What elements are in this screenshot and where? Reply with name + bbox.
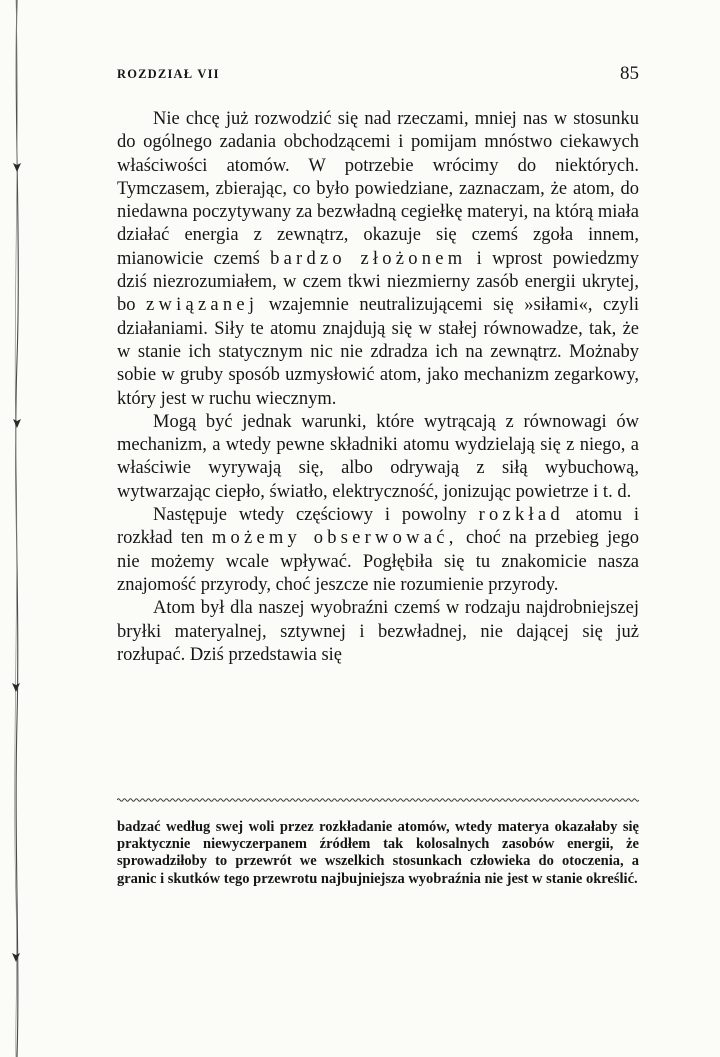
paragraph-1-text-c: wzajemnie neutralizującemi się »siłami«, czyli działaniami. Siły te atomu znajdują się w stałej równowadze, tak, że w stanie ich statycznym nic nie zdradza ich na zewnątrz. Możnaby sobie w gruby sposób uzmysłowić atom, jako mechanizm zegarkowy, który jest w ruchu wiecznym.	[117, 295, 639, 409]
spaced-emphasis-mozemy-obserwowac: możemy obserwować,	[211, 528, 458, 549]
paragraph-3-text-a: Następuje wtedy częściowy i powolny	[153, 505, 467, 526]
paragraph-3-text-c: choć na przebieg jego nie możemy wcale wpływać. Pogłębiła się tu znakomicie nasza znajomość przyrody, choć jeszcze nie rozumienie przyrody.	[117, 528, 640, 595]
spaced-emphasis-zwiazanej: związanej	[146, 295, 259, 316]
paragraph-1-text-b: i wprost powiedzmy dziś niezrozumiałem, w czem tkwi niezmierny zasób energii ukrytej, bo	[117, 248, 640, 316]
running-head: ROZDZIAŁ VII	[117, 67, 220, 81]
page-number: 85	[620, 63, 639, 84]
binding-edge	[0, 0, 30, 1057]
paragraph-3	[117, 504, 639, 597]
paragraph-1-text-a: Nie chcę już rozwodzić się nad rzeczami, mniej nas w stosunku do ogólnego zadania obchodzącemi i pomijam mnóstwo ciekawych właściwości atomów. W potrzebie wrócimy do niektórych. Tymczasem, zbierając, co było powiedziane, zaznaczam, że atom, do niedawna poczytywany za bezwładną cegiełkę materyi, na którą miała działać energia z zewnątrz, okazuje się czemś zgoła innem, mianowicie czemś	[117, 109, 639, 269]
footnote: badzać według swej woli przez rozkładanie atomów, wtedy materya okazałaby się praktycznie niewyczerpanem źródłem tak kolosalnych zasobów energii, że sprowadziłoby to przewrót we wszelkich stosunkach człowieka do otoczenia, a granic i skutków tego przewrotu najbujniejsza wyobraźnia nie jest w stanie określić.	[117, 819, 639, 887]
paragraph-3-text-b: atomu i rozkład ten	[117, 505, 639, 549]
footnote-separator	[117, 795, 639, 805]
spaced-emphasis-rozklad: rozkład	[478, 505, 564, 526]
paragraph-1	[117, 108, 639, 411]
main-text	[117, 108, 639, 667]
page-header	[117, 63, 639, 85]
spaced-emphasis-bardzo-zlozonem: bardzo złożonem	[270, 248, 467, 269]
paragraph-4: Atom był dla naszej wyobraźni czemś w rodzaju najdrobniejszej bryłki materyalnej, sztywnej i bezwładnej, nie dającej się już rozłupać. Dziś przedstawia się	[117, 598, 639, 665]
paragraph-2: Mogą być jednak warunki, które wytrącają z równowagi ów mechanizm, a wtedy pewne składniki atomu wydzielają się z niego, a właściwie wyrywają się, albo odrywają z siłą wybuchową, wytwarzając ciepło, światło, elektryczność, jonizując powietrze i t. d.	[117, 411, 639, 502]
